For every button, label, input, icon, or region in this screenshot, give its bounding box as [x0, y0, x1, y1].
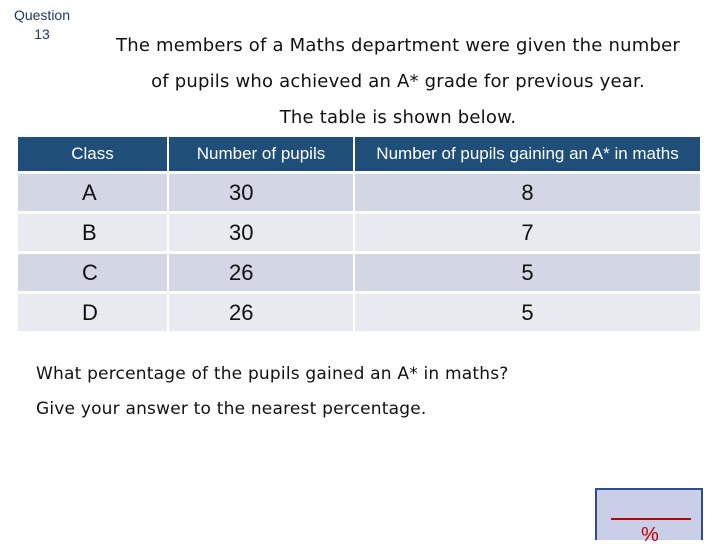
- answer-box[interactable]: [595, 488, 703, 546]
- question-intro: [100, 28, 696, 136]
- answer-line: [611, 518, 691, 520]
- cell-a-star: 5: [355, 251, 700, 291]
- cell-a-star: 7: [355, 211, 700, 251]
- question-prompt: What percentage of the pupils gained an A* in maths?: [36, 364, 509, 384]
- cell-pupils-value: 30: [229, 219, 254, 245]
- table-header-row: [18, 137, 700, 171]
- question-label: [0, 6, 84, 44]
- header-pupils-gaining-a-star: Number of pupils gaining an A* in maths: [355, 137, 700, 171]
- cell-a-star: 5: [355, 291, 700, 331]
- question-label-text: Question: [13, 7, 71, 23]
- question-number: 13: [34, 26, 50, 42]
- answer-unit: %: [641, 524, 659, 546]
- table-row: [18, 251, 700, 291]
- table-row: [18, 171, 700, 211]
- header-number-of-pupils: Number of pupils: [169, 137, 355, 171]
- cell-pupils-value: 26: [229, 259, 254, 285]
- table-row: [18, 291, 700, 331]
- question-instruction: Give your answer to the nearest percentage.: [36, 399, 427, 419]
- cell-class: A: [18, 171, 169, 211]
- cell-a-star: 8: [355, 171, 700, 211]
- cell-pupils: [169, 251, 355, 291]
- header-class: Class: [18, 137, 169, 171]
- cell-pupils-value: 30: [229, 179, 254, 205]
- intro-line-2: of pupils who achieved an A* grade for previous year.: [151, 71, 645, 92]
- cell-class: B: [18, 211, 169, 251]
- cell-pupils: [169, 171, 355, 211]
- intro-line-3: The table is shown below.: [279, 107, 517, 128]
- cell-pupils: [169, 211, 355, 251]
- data-table: [18, 137, 700, 331]
- cell-pupils-value: 26: [229, 299, 254, 325]
- table-row: [18, 211, 700, 251]
- cell-pupils: [169, 291, 355, 331]
- intro-line-1: The members of a Maths department were given the number: [116, 35, 680, 56]
- cell-class: C: [18, 251, 169, 291]
- cell-class: D: [18, 291, 169, 331]
